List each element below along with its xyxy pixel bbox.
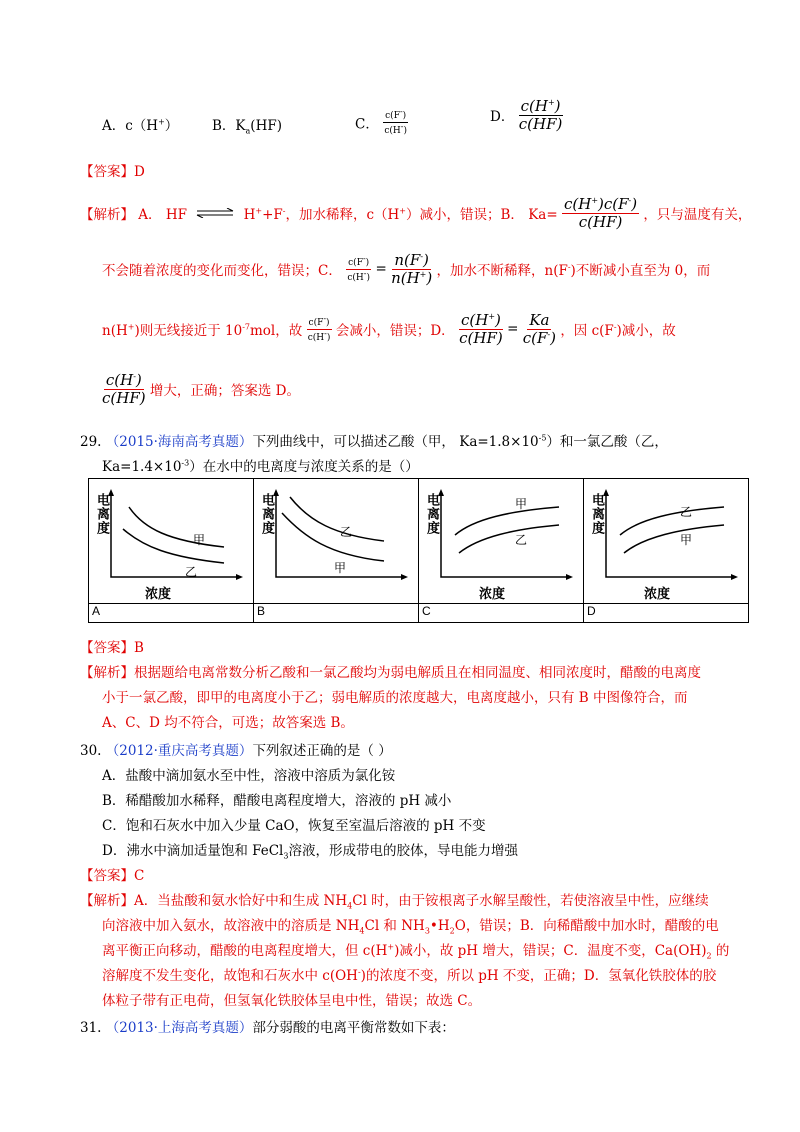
option-c: C． $\frac{c(F^-)}{c(H^-)}$ — [355, 107, 407, 136]
graph-a: 电离度 浓度 甲 乙 — [89, 479, 254, 604]
q29-stem-line1: 29. （2015·海南高考真题）下列曲线中，可以描述乙酸（甲， $Ka=1.8\times 10^{-5}$）和一氯乙酸（乙， — [80, 433, 668, 450]
q28-answer: 【答案】D — [80, 164, 145, 180]
q30-option-c: C．饱和石灰水中加入少量 CaO，恢复至室温后溶液的 pH 不变 — [102, 818, 486, 834]
q29-analysis-line1: 【解析】根据题给电离常数分析乙酸和一氯乙酸均为弱电解质且在相同温度、相同浓度时，醋酸的电离度 — [80, 665, 701, 681]
q30-analysis-line3: 离平衡正向移动，醋酸的电离程度增大，但 c(H+)减小，故 pH 增大，错误；C．温度不变，$Ca(OH)_2$ 的 — [102, 942, 730, 961]
graph-d: 电离度 浓度 乙 甲 — [584, 479, 749, 604]
q29-analysis-line2: 小于一氯乙酸，即甲的电离度小于乙；弱电解质的浓度越大，电离度越小，只有 B 中图像符合，而 — [102, 690, 688, 706]
option-a: A．c（H+） — [102, 117, 179, 134]
q30-option-a: A．盐酸中滴加氨水至中性，溶液中溶质为氯化铵 — [102, 768, 396, 784]
graph-c: 电离度 浓度 甲 乙 — [419, 479, 584, 604]
q28-analysis-line2: 不会随着浓度的变化而变化，错误；C． $\frac{c(F^-)}{c(H^-)}$ = $\frac{n(F^-)}{n(H^+)}$ ，加水不断稀释，n(F-)不断减小直至为 0，而 — [102, 251, 711, 287]
option-b: B．$K_a(HF)$ — [212, 118, 282, 136]
q28-analysis-line3: n(H+)则无线接近于 $10^{-7}mol$，故 $\frac{c(F^-)}{c(H^-)}$ 会减小，错误；D． $\frac{c(H^+)}{c(HF)}$ = $\frac{Ka}{c(F^-)}$ ，因 c(F-)减小，故 — [102, 311, 676, 347]
q29-answer: 【答案】B — [80, 640, 144, 656]
graph-label-a: A — [89, 604, 254, 623]
q30-answer: 【答案】C — [80, 868, 145, 884]
q30-option-b: B．稀醋酸加水稀释，醋酸电离程度增大，溶液的 pH 减小 — [102, 793, 452, 809]
q31-stem: 31. （2013·上海高考真题）部分弱酸的电离平衡常数如下表： — [80, 1020, 455, 1036]
q30-analysis-line5: 体粒子带有正电荷，但氢氧化铁胶体呈电中性，错误；故选 C。 — [102, 993, 482, 1009]
q30-analysis-line1: 【解析】A．当盐酸和氨水恰好中和生成 $NH_4Cl$ 时，由于铵根离子水解呈酸性，若使溶液呈中性，应继续 — [80, 893, 709, 911]
q30-stem: 30. （2012·重庆高考真题）下列叙述正确的是（ ） — [80, 743, 392, 759]
graph-label-d: D — [584, 604, 749, 623]
q30-analysis-line2: 向溶液中加入氨水，故溶液中的溶质是 $NH_4Cl$ 和 $NH_3•H_2O$，错误；B．向稀醋酸中加水时，醋酸的电 — [102, 918, 719, 936]
q30-option-d: D．沸水中滴加适量饱和 FeCl$_3$溶液，形成带电的胶体，导电能力增强 — [102, 843, 518, 861]
q29-analysis-line3: A、C、D 均不符合，可选；故答案选 B。 — [102, 715, 354, 731]
graph-table — [88, 478, 749, 623]
q29-stem-line2: $Ka=1.4\times 10^{-3}$）在水中的电离度与浓度关系的是（） — [102, 458, 419, 475]
q30-analysis-line4: 溶解度不发生变化，故饱和石灰水中 c(OH-)的浓度不变，所以 pH 不变，正确；D．氢氧化铁胶体的胶 — [102, 967, 717, 984]
option-d: D． $\frac{c(H^+)}{c(HF)}$ — [490, 97, 563, 133]
equilibrium-arrow-icon — [195, 208, 235, 218]
graph-label-c: C — [419, 604, 584, 623]
graph-label-b: B — [254, 604, 419, 623]
graph-b: 电离度 乙 甲 — [254, 479, 419, 604]
q28-analysis-line4: $\frac{c(H^-)}{c(HF)}$ 增大，正确；答案选 D。 — [102, 371, 301, 407]
q28-analysis-line1: 【解析】 A． HF H++F-，加水稀释，c（H+）减小，错误；B． Ka= $\frac{c(H^+)c(F^-)}{c(HF)}$ ，只与温度有关， — [80, 195, 752, 231]
